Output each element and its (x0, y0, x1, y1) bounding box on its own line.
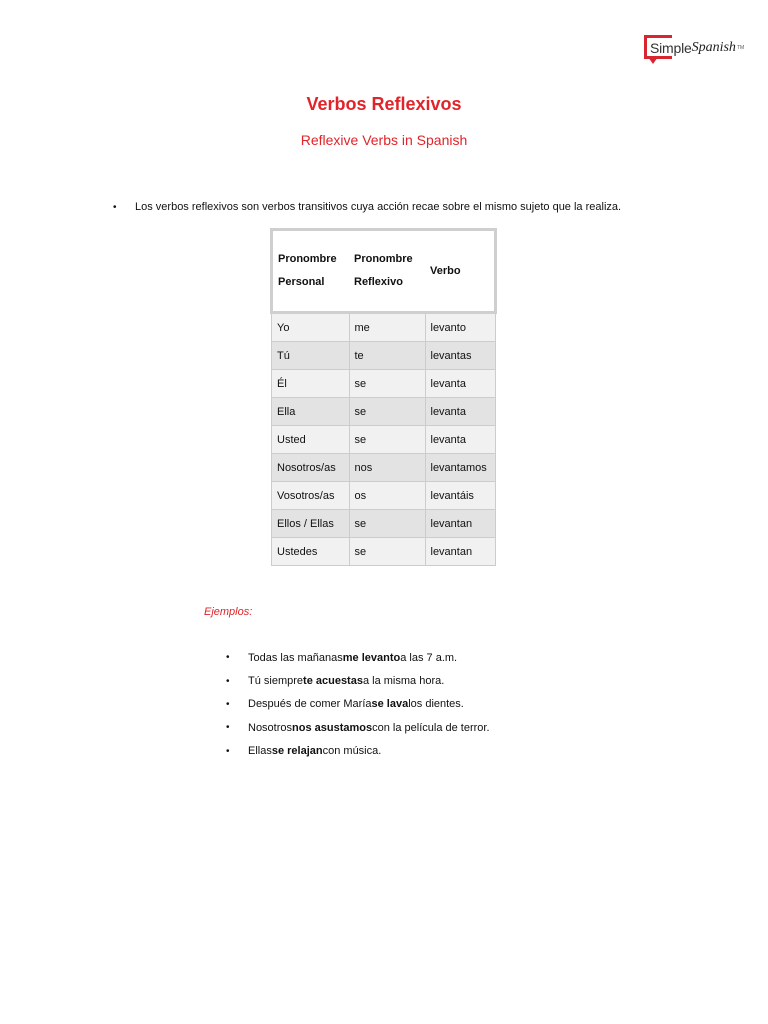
cell-reflexivo: nos (349, 454, 425, 482)
list-item (226, 716, 490, 739)
cell-personal: Ella (272, 398, 350, 426)
verbs-table (270, 228, 497, 566)
list-item (226, 693, 490, 716)
example-text-bold: se relajan (271, 745, 323, 758)
bullet-icon: • (226, 652, 230, 664)
example-text-before: Tú siempre (248, 675, 304, 688)
bullet-icon: • (226, 675, 230, 687)
table-row (272, 342, 496, 370)
example-text-before: Todas las mañanas (248, 651, 343, 664)
bullet-icon: • (226, 698, 230, 710)
example-text-before: Nosotros (248, 721, 293, 734)
cell-personal: Nosotros/as (272, 454, 350, 482)
example-text-before: Ellas (248, 745, 272, 758)
bullet-icon: • (113, 201, 117, 213)
bullet-icon: • (226, 745, 230, 757)
example-text-bold: me levanto (342, 651, 401, 664)
cell-verbo: levantáis (425, 482, 496, 510)
intro-paragraph (113, 201, 621, 213)
table-row (272, 510, 496, 538)
example-text-after: a la misma hora. (362, 675, 445, 688)
table-row (272, 482, 496, 510)
table-row (272, 538, 496, 566)
logo-trademark: TM (736, 45, 745, 51)
cell-personal: Ustedes (272, 538, 350, 566)
example-text-after: con la película de terror. (372, 721, 490, 734)
table-row (272, 426, 496, 454)
cell-personal: Ellos / Ellas (272, 510, 350, 538)
bullet-icon: • (226, 722, 230, 734)
example-text-after: con música. (322, 745, 382, 758)
header-line: Pronombre (278, 253, 337, 265)
cell-reflexivo: se (349, 510, 425, 538)
cell-verbo: levanta (425, 426, 496, 454)
example-text-bold: nos asustamos (292, 721, 373, 734)
header-line: Pronombre (354, 253, 413, 265)
cell-verbo: levanta (425, 370, 496, 398)
cell-reflexivo: se (349, 398, 425, 426)
header-pronombre-reflexivo (349, 230, 425, 313)
cell-verbo: levantas (425, 342, 496, 370)
cell-reflexivo: me (349, 313, 425, 342)
logo-mark (644, 35, 744, 61)
cell-personal: Tú (272, 342, 350, 370)
cell-verbo: levanto (425, 313, 496, 342)
table-row (272, 454, 496, 482)
cell-personal: Él (272, 370, 350, 398)
cell-reflexivo: os (349, 482, 425, 510)
list-item (226, 646, 490, 669)
logo-speech-tail (648, 57, 658, 64)
example-text-bold: se lava (371, 698, 409, 711)
page-subtitle: Reflexive Verbs in Spanish (300, 132, 468, 148)
reflexive-verbs-table (270, 228, 497, 575)
table-row (272, 370, 496, 398)
examples-list (226, 646, 490, 763)
cell-verbo: levantan (425, 510, 496, 538)
table-header-row (272, 230, 496, 313)
intro-text: Los verbos reflexivos son verbos transitivos cuya acción recae sobre el mismo sujeto que la realiza. (135, 201, 622, 213)
cell-verbo: levantan (425, 538, 496, 566)
example-text-before: Después de comer María (248, 698, 372, 711)
page-title: Verbos Reflexivos (306, 94, 462, 114)
cell-personal: Vosotros/as (272, 482, 350, 510)
logo-text-simple: Simple (650, 40, 692, 56)
list-item (226, 740, 490, 763)
examples-heading: Ejemplos: (204, 606, 253, 618)
header-pronombre-personal (272, 230, 350, 313)
cell-reflexivo: se (349, 426, 425, 454)
simplespanish-logo (644, 34, 744, 62)
cell-personal: Usted (272, 426, 350, 454)
cell-personal: Yo (272, 313, 350, 342)
header-line: Reflexivo (354, 276, 403, 288)
header-line: Verbo (430, 264, 461, 277)
cell-reflexivo: se (349, 538, 425, 566)
example-text-bold: te acuestas (303, 675, 363, 688)
table-row (272, 398, 496, 426)
example-text-after: a las 7 a.m. (400, 651, 458, 664)
header-verbo (425, 230, 496, 313)
cell-verbo: levantamos (425, 454, 496, 482)
header-line: Personal (278, 276, 325, 288)
example-text-after: los dientes. (408, 698, 464, 711)
table-row (272, 313, 496, 342)
cell-verbo: levanta (425, 398, 496, 426)
cell-reflexivo: te (349, 342, 425, 370)
list-item (226, 669, 490, 692)
cell-reflexivo: se (349, 370, 425, 398)
logo-text-spanish: Spanish (691, 40, 736, 55)
